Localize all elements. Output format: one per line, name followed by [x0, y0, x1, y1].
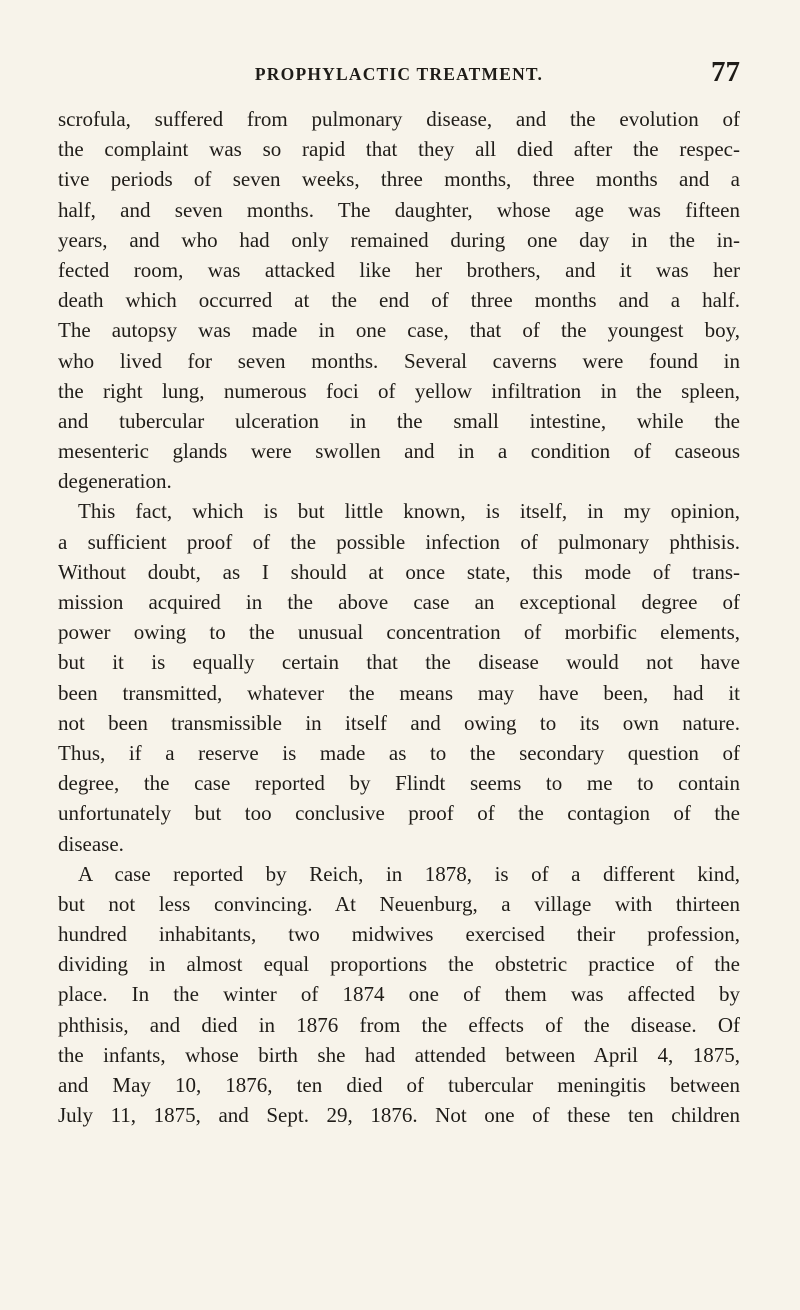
text-line: mesenteric glands were swollen and in a condition of caseous: [58, 439, 740, 464]
text-line: and May 10, 1876, ten died of tubercular meningitis between: [58, 1073, 740, 1097]
text-line: fected room, was attacked like her brothers, and it was her: [58, 257, 740, 282]
text-line: years, and who had only remained during one day in the in-: [58, 227, 740, 252]
running-head: [58, 56, 740, 96]
text-line: unfortunately but too conclusive proof of the contagion of the: [58, 801, 740, 826]
text-line: hundred inhabitants, two midwives exercised their profession,: [58, 922, 740, 947]
text-line: Without doubt, as I should at once state, this mode of trans-: [58, 559, 740, 584]
text-line: death which occurred at the end of three months and a half.: [58, 288, 740, 313]
text-line: the infants, whose birth she had attended between April 4, 1875,: [58, 1042, 740, 1067]
text-line: a sufficient proof of the possible infection of pulmonary phthisis.: [58, 529, 740, 554]
text-line: and tubercular ulceration in the small intestine, while the: [58, 408, 740, 433]
text-line: Thus, if a reserve is made as to the secondary question of: [58, 740, 740, 765]
text-line: This fact, which is but little known, is itself, in my opinion,: [78, 499, 740, 524]
text-line: who lived for seven months. Several caverns were found in: [58, 348, 740, 373]
text-line: but it is equally certain that the disease would not have: [58, 650, 740, 675]
text-line: half, and seven months. The daughter, whose age was fifteen: [58, 197, 740, 222]
text-line: not been transmissible in itself and owing to its own nature.: [58, 710, 740, 735]
text-line: power owing to the unusual concentration of morbific elements,: [58, 620, 740, 645]
text-line: the right lung, numerous foci of yellow infiltration in the spleen,: [58, 378, 740, 403]
text-line: The autopsy was made in one case, that of the youngest boy,: [58, 318, 740, 343]
page-number: 77: [711, 56, 740, 88]
text-line: tive periods of seven weeks, three months, three months and a: [58, 167, 740, 192]
text-line: but not less convincing. At Neuenburg, a village with thirteen: [58, 891, 740, 916]
text-line: dividing in almost equal proportions the obstetric practice of the: [58, 952, 740, 977]
text-line: A case reported by Reich, in 1878, is of a different kind,: [78, 861, 740, 886]
running-title: PROPHYLACTIC TREATMENT.: [254, 64, 544, 84]
text-line: July 11, 1875, and Sept. 29, 1876. Not one of these ten children: [58, 1103, 740, 1128]
text-line: mission acquired in the above case an exceptional degree of: [58, 590, 740, 614]
text-line: disease.: [58, 831, 124, 856]
body-text: [58, 104, 740, 1130]
text-line: phthisis, and died in 1876 from the effects of the disease. Of: [58, 1012, 740, 1037]
text-line: place. In the winter of 1874 one of them was affected by: [58, 982, 740, 1007]
text-line: degeneration.: [58, 469, 172, 494]
text-line: the complaint was so rapid that they all died after the respec-: [58, 137, 740, 162]
text-line: been transmitted, whatever the means may have been, had it: [58, 680, 740, 705]
text-line: degree, the case reported by Flindt seems to me to contain: [58, 771, 740, 796]
text-line: scrofula, suffered from pulmonary disease, and the evolution of: [58, 107, 740, 131]
